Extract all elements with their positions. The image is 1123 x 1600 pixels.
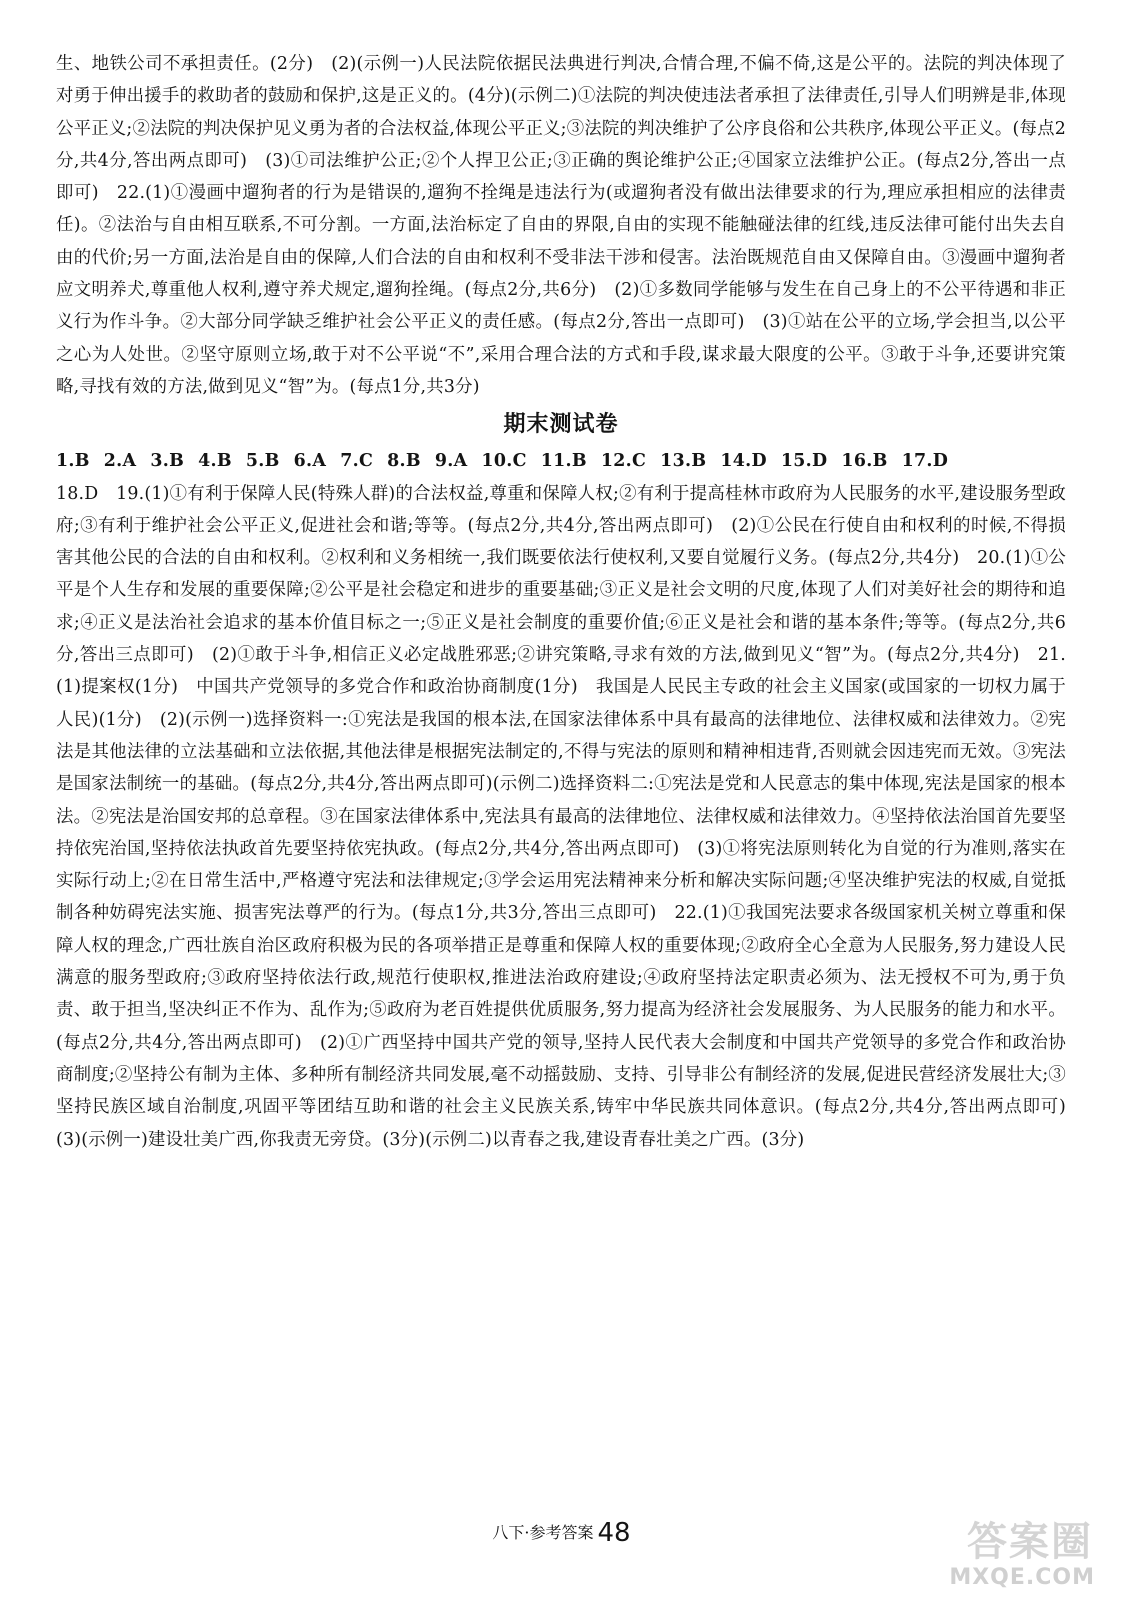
choice-answers-list: [56, 445, 1066, 477]
choice-answer-item: 16.B: [841, 451, 888, 472]
choice-answer-item: 7.C: [340, 451, 374, 472]
choice-answer-item: 13.B: [660, 451, 707, 472]
watermark-url: MXQE.COM: [949, 1565, 1095, 1590]
choice-answer-item: 11.B: [540, 451, 587, 472]
choice-answer-item: 8.B: [387, 451, 421, 472]
choice-answer-item: 6.A: [293, 451, 327, 472]
choice-answer-item: 12.C: [600, 451, 647, 472]
choice-answer-item: 5.B: [245, 451, 280, 472]
choice-answer-item: 3.B: [150, 451, 185, 472]
watermark-logo: [933, 1510, 1103, 1590]
watermark-text: 答案圈: [967, 1519, 1093, 1565]
footer-label: 八下·参考答案: [492, 1523, 594, 1542]
section-heading-final-exam: 期末测试卷: [503, 412, 619, 438]
choice-answer-item: 10.C: [481, 451, 527, 472]
choice-answer-item: 15.D: [780, 451, 828, 472]
choice-answer-item: 4.B: [198, 451, 232, 472]
answer-paragraph-unit-test: 生、地铁公司不承担责任。(2分) (2)(示例一)人民法院依据民法典进行判决,合情合理,不偏不倚,这是公平的。法院的判决体现了对勇于伸出援手的救助者的鼓励和保护,这是正义的。(4分)(示例二)①法院的判决使违法者承担了法律责任,引导人们明辨是非,体现公平正义;②法院的判决保护见义勇为者的合法权益,体现公平正义;③法院的判决维护了公序良俗和公共秩序,体现公平正义。(每点2分,共4分,答出两点即可) (3)①司法维护公正;②个人捍卫公正;③正确的舆论维护公正;④国家立法维护公正。(每点2分,答出一点即可) 22.(1)①漫画中遛狗者的行为是错误的,遛狗不拴绳是违法行为(或遛狗者没有做出法律要求的行为,理应承担相应的法律责任)。②法治与自由相互联系,不可分割。一方面,法治标定了自由的界限,自由的实现不能触碰法律的红线,违反法律可能付出失去自由的代价;另一方面,法治是自由的保障,人们合法的自由和权利不受非法干涉和侵害。法治既规范自由又保障自由。③漫画中遛狗者应文明养犬,尊重他人权利,遵守养犬规定,遛狗拴绳。(每点2分,共6分) (2)①多数同学能够与发生在自己身上的不公平待遇和非正义行为作斗争。②大部分同学缺乏维护社会公平正义的责任感。(每点2分,答出一点即可) (3)①站在公平的立场,学会担当,以公平之心为人处世。②坚守原则立场,敢于对不公平说“不”,采用合理合法的方式和手段,谋求最大限度的公平。③敢于斗争,还要讲究策略,寻找有效的方法,做到见义“智”为。(每点1分,共3分): [56, 54, 1066, 397]
choice-answer-item: 9.A: [434, 451, 468, 472]
answer-paragraph-final-exam: 18.D 19.(1)①有利于保障人民(特殊人群)的合法权益,尊重和保障人权;②有利于提高桂林市政府为人民服务的水平,建设服务型政府;③有利于维护社会公平正义,促进社会和谐;等等。(每点2分,共4分,答出两点即可) (2)①公民在行使自由和权利的时候,不得损害其他公民的合法的自由和权利。②权利和义务相统一,我们既要依法行使权利,又要自觉履行义务。(每点2分,共4分) 20.(1)①公平是个人生存和发展的重要保障;②公平是社会稳定和进步的重要基础;③正义是社会文明的尺度,体现了人们对美好社会的期待和追求;④正义是法治社会追求的基本价值目标之一;⑤正义是社会制度的重要价值;⑥正义是社会和谐的基本条件;等等。(每点2分,共6分,答出三点即可) (2)①敢于斗争,相信正义必定战胜邪恶;②讲究策略,寻求有效的方法,做到见义“智”为。(每点2分,共4分) 21.(1)提案权(1分) 中国共产党领导的多党合作和政治协商制度(1分) 我国是人民民主专政的社会主义国家(或国家的一切权力属于人民)(1分) (2)(示例一)选择资料一:①宪法是我国的根本法,在国家法律体系中具有最高的法律地位、法律权威和法律效力。②宪法是其他法律的立法基础和立法依据,其他法律是根据宪法制定的,不得与宪法的原则和精神相违背,否则就会因违宪而无效。③宪法是国家法制统一的基础。(每点2分,共4分,答出两点即可)(示例二)选择资料二:①宪法是党和人民意志的集中体现,宪法是国家的根本法。②宪法是治国安邦的总章程。③在国家法律体系中,宪法具有最高的法律地位、法律权威和法律效力。④坚持依法治国首先要坚持依宪治国,坚持依法执政首先要坚持依宪执政。(每点2分,共4分,答出两点即可) (3)①将宪法原则转化为自觉的行为准则,落实在实际行动上;②在日常生活中,严格遵守宪法和法律规定;③学会运用宪法精神来分析和解决实际问题;④坚决维护宪法的权威,自觉抵制各种妨碍宪法实施、损害宪法尊严的行为。(每点1分,共3分,答出三点即可) 22.(1)①我国宪法要求各级国家机关树立尊重和保障人权的理念,广西壮族自治区政府积极为民的各项举措正是尊重和保障人权的重要体现;②政府全心全意为人民服务,努力建设人民满意的服务型政府;③政府坚持依法行政,规范行使职权,推进法治政府建设;④政府坚持法定职责必须为、法无授权不可为,勇于负责、敢于担当,坚决纠正不作为、乱作为;⑤政府为老百姓提供优质服务,努力提高为经济社会发展服务、为人民服务的能力和水平。(每点2分,共4分,答出两点即可) (2)①广西坚持中国共产党的领导,坚持人民代表大会制度和中国共产党领导的多党合作和政治协商制度;②坚持公有制为主体、多种所有制经济共同发展,毫不动摇鼓励、支持、引导非公有制经济的发展,促进民营经济发展壮大;③坚持民族区域自治制度,巩固平等团结互助和谐的社会主义民族关系,铸牢中华民族共同体意识。(每点2分,共4分,答出两点即可) (3)(示例一)建设壮美广西,你我责无旁贷。(3分)(示例二)以青春之我,建设青春壮美之广西。(3分): [56, 483, 1084, 1150]
choice-answer-item: 2.A: [103, 451, 137, 472]
choice-answer-item: 14.D: [720, 451, 767, 472]
page-number: 48: [597, 1518, 631, 1548]
choice-answer-item: 17.D: [901, 451, 949, 472]
choice-answer-item: 1.B: [56, 451, 90, 472]
answer-page: [56, 48, 1084, 1156]
